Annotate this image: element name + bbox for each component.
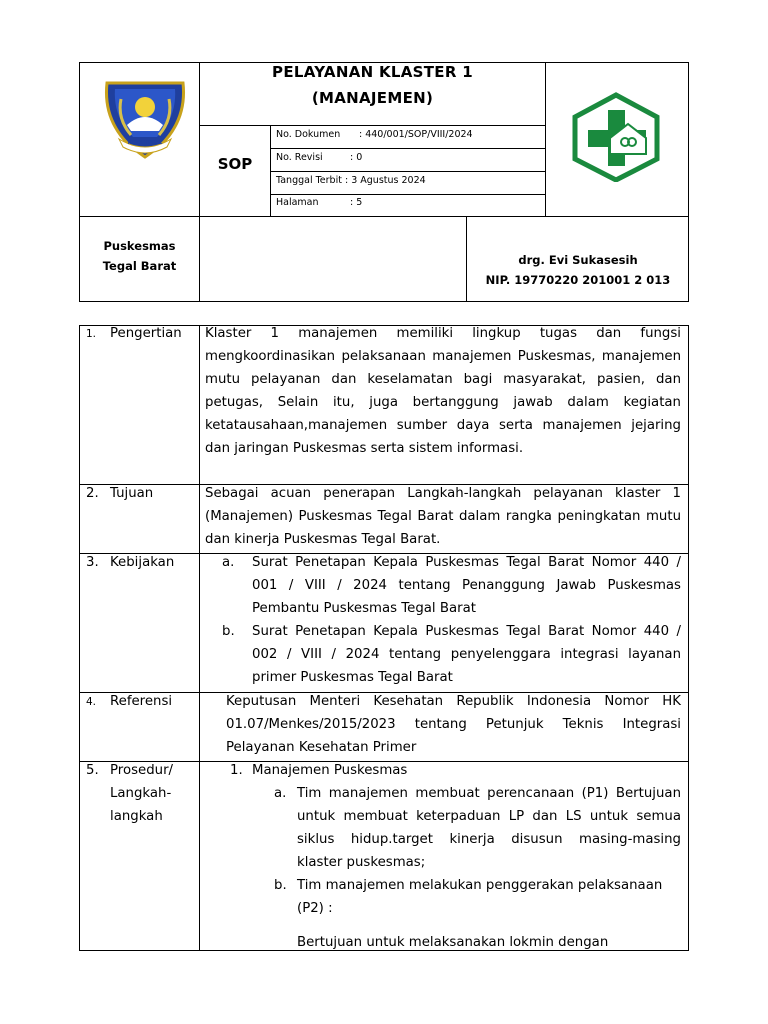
section-title-2: Langkah- xyxy=(110,786,172,801)
org-line-2: Tegal Barat xyxy=(102,259,177,273)
prosedur-item-b-continued: Bertujuan untuk melaksanakan lokmin dengan xyxy=(297,935,609,950)
tujuan-text: Sebagai acuan penerapan Langkah-langkah pelayanan klaster 1 (Manajemen) Puskesmas Tegal Barat dalam rangka peningkatan mutu dan kinerja Puskesmas Tegal Barat. xyxy=(205,486,681,547)
doc-number-value: : 440/001/SOP/VIII/2024 xyxy=(359,129,473,140)
doc-number-label: No. Dokumen xyxy=(276,129,341,140)
section-number: 5. xyxy=(86,763,99,778)
logo-text: KOTA TEGAL xyxy=(127,140,163,146)
divider xyxy=(545,62,546,216)
divider xyxy=(79,216,689,217)
section-label-pengertian xyxy=(86,322,182,346)
divider xyxy=(199,325,200,951)
page-count-value: : 5 xyxy=(350,197,363,208)
section-title: Tujuan xyxy=(110,486,154,501)
signer-name: drg. Evi Sukasesih xyxy=(518,253,638,267)
section-number: 3. xyxy=(86,555,99,570)
section-label-kebijakan xyxy=(86,551,174,574)
divider xyxy=(270,171,545,172)
pengertian-text: Klaster 1 manajemen memiliki lingkup tugas dan fungsi mengkoordinasikan pelaksanaan manajemen Puskesmas, manajemen mutu pelayanan dan keselamatan bagi masyarakat, pasien, dan petugas, Selain itu, juga bertanggung jawab dalam kegiatan ketatausahaan,manajemen sumber daya serta manajemen jejaring dan jaringan Puskesmas serta sistem informasi. xyxy=(205,326,681,456)
section-number: 4. xyxy=(86,696,97,708)
org-line-1: Puskesmas xyxy=(103,239,176,253)
revision-value: : 0 xyxy=(350,152,363,163)
section-title: Pengertian xyxy=(110,326,182,341)
kebijakan-item-a: Surat Penetapan Kepala Puskesmas Tegal Barat Nomor 440 / 001 / VIII / 2024 tentang Penanggung Jawab Puskesmas Pembantu Puskesmas Tegal Barat xyxy=(252,555,681,616)
puskesmas-logo xyxy=(570,92,662,182)
prosedur-item-a: Tim manajemen membuat perencanaan (P1) Bertujuan untuk membuat keterpaduan LP dan LS untuk semua siklus hidup.target kinerja disusun masing-masing klaster puskesmas; xyxy=(297,786,681,870)
kebijakan-item-a-mark: a. xyxy=(222,555,235,570)
kebijakan-item-b: Surat Penetapan Kepala Puskesmas Tegal Barat Nomor 440 / 002 / VIII / 2024 tentang penyelenggara integrasi layanan primer Puskesmas Tegal Barat xyxy=(252,624,681,685)
section-title: Kebijakan xyxy=(110,555,175,570)
signer-nip: NIP. 19770220 201001 2 013 xyxy=(485,273,671,287)
divider xyxy=(199,125,545,126)
issue-date-value: : 3 Agustus 2024 xyxy=(344,175,426,186)
section-label-prosedur xyxy=(86,759,173,828)
referensi-text: Keputusan Menteri Kesehatan Republik Indonesia Nomor HK 01.07/Menkes/2015/2023 tentang Petunjuk Teknis Integrasi Pelayanan Kesehatan Primer xyxy=(226,694,681,755)
section-title-1: Prosedur/ xyxy=(110,763,174,778)
revision-row xyxy=(276,152,362,163)
page-count-label: Halaman xyxy=(276,197,319,208)
section-number: 2. xyxy=(86,486,99,501)
signer-block xyxy=(467,250,689,290)
section-label-referensi xyxy=(86,690,172,714)
page-count-row xyxy=(276,197,362,208)
doc-number-row xyxy=(276,129,473,140)
divider xyxy=(270,194,545,195)
divider xyxy=(270,148,545,149)
kebijakan-item-b-mark: b. xyxy=(222,624,235,639)
section-label-tujuan xyxy=(86,482,153,505)
prosedur-item-b-mark: b. xyxy=(274,878,287,893)
sop-label: SOP xyxy=(217,155,253,173)
title-line-2: (MANAJEMEN) xyxy=(311,89,434,107)
section-title-3: langkah xyxy=(110,809,163,824)
organization-name xyxy=(80,236,199,276)
revision-label: No. Revisi xyxy=(276,152,323,163)
title-line-1: PELAYANAN KLASTER 1 xyxy=(272,63,473,81)
prosedur-item-1-mark: 1. xyxy=(230,763,243,778)
section-number: 1. xyxy=(86,328,97,340)
section-title: Referensi xyxy=(110,694,173,709)
prosedur-item-b: Tim manajemen melakukan penggerakan pelaksanaan (P2) : xyxy=(297,878,663,916)
prosedur-item-1: Manajemen Puskesmas xyxy=(252,763,408,778)
prosedur-item-a-mark: a. xyxy=(274,786,287,801)
page-title xyxy=(200,61,545,109)
issue-date-row xyxy=(276,175,426,186)
issue-date-label: Tanggal Terbit xyxy=(276,175,342,186)
kota-tegal-logo xyxy=(101,79,189,159)
